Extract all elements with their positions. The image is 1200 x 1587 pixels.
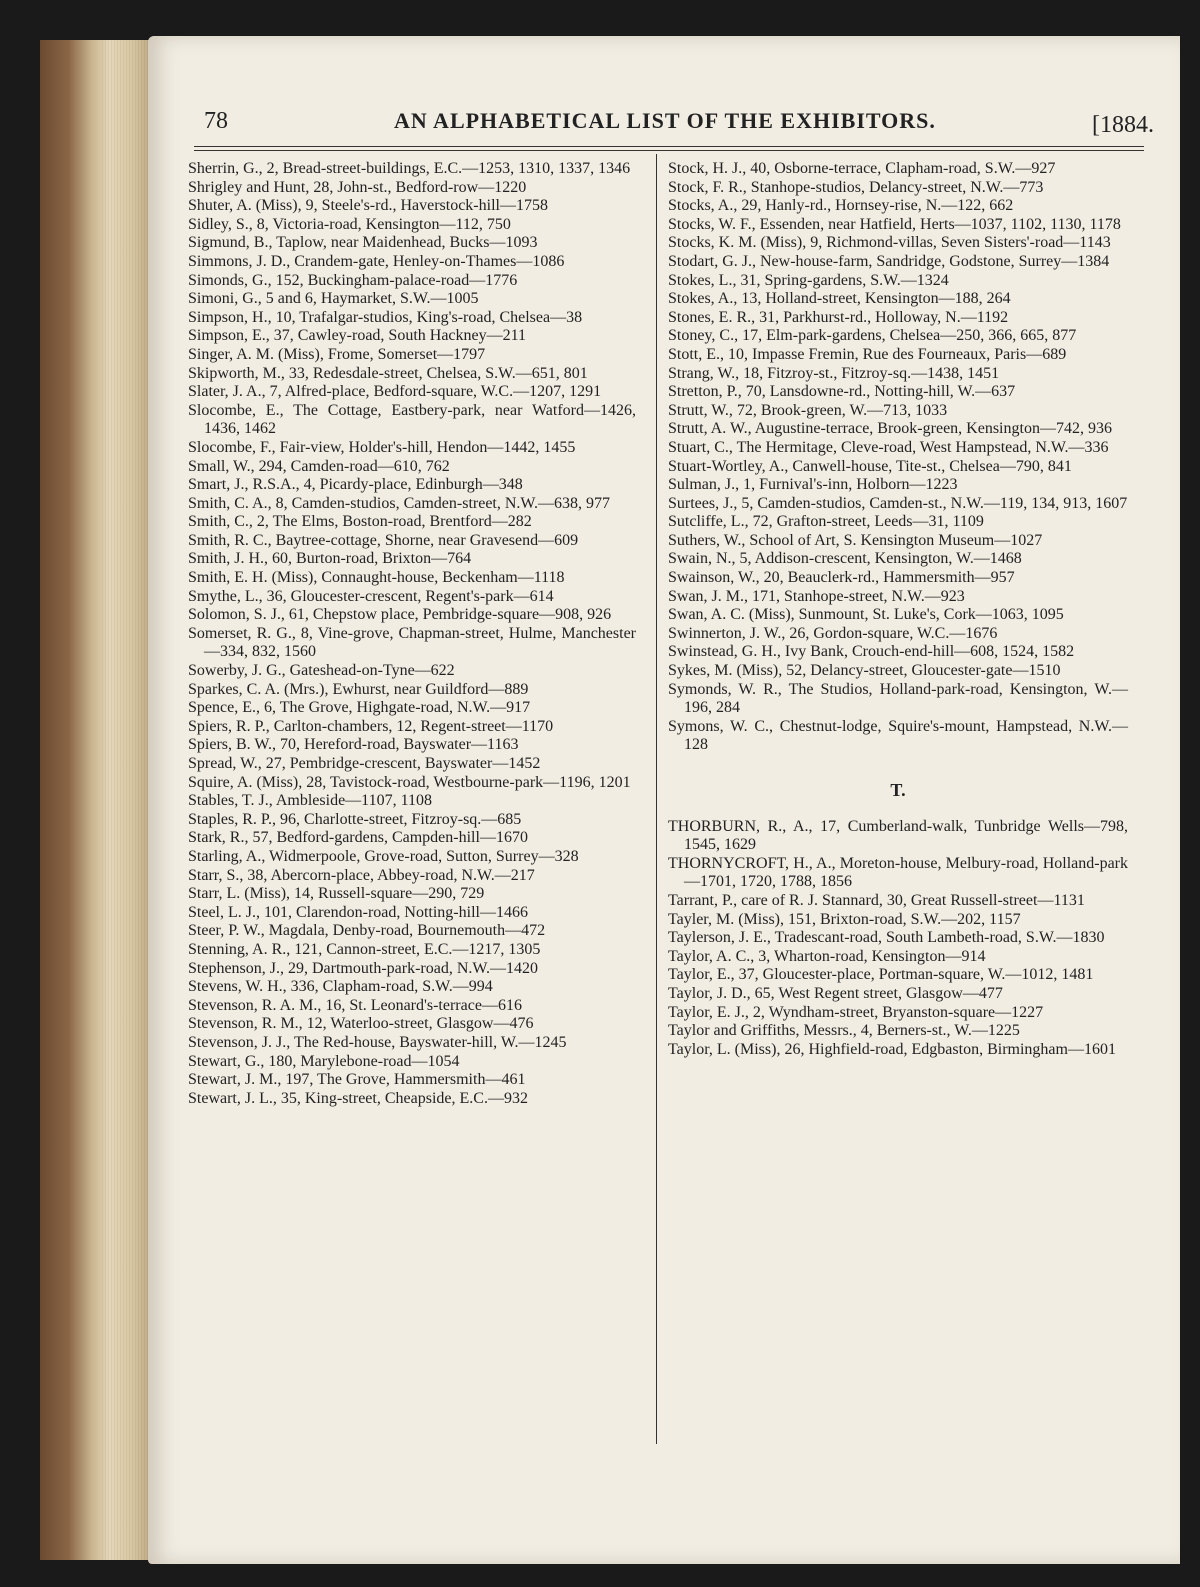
s-entries <box>668 160 1128 755</box>
exhibitor-entry: Stewart, J. M., 197, The Grove, Hammersmith—461 <box>188 1071 526 1089</box>
exhibitor-entry: Starling, A., Widmerpoole, Grove-road, Sutton, Surrey—328 <box>188 847 579 865</box>
exhibitor-entry: Slocombe, F., Fair-view, Holder's-hill, Hendon—1442, 1455 <box>188 438 576 456</box>
exhibitor-entry: Smart, J., R.S.A., 4, Picardy-place, Edinburgh—348 <box>188 476 523 494</box>
column-divider <box>656 154 657 1444</box>
exhibitor-entry: Spence, E., 6, The Grove, Highgate-road, N.W.—917 <box>188 699 531 717</box>
exhibitor-entry: Spiers, B. W., 70, Hereford-road, Bayswater—1163 <box>188 736 519 754</box>
header-rule-thin <box>194 150 1144 151</box>
exhibitor-entry: Symons, W. C., Chestnut-lodge, Squire's-mount, Hampstead, N.W.—128 <box>668 717 1128 754</box>
exhibitor-entry: Starr, S., 38, Abercorn-place, Abbey-road, N.W.—217 <box>188 866 535 884</box>
exhibitor-entry: Sherrin, G., 2, Bread-street-buildings, E.C.—1253, 1310, 1337, 1346 <box>188 160 631 177</box>
exhibitor-entry: Shrigley and Hunt, 28, John-st., Bedford-row—1220 <box>188 178 527 196</box>
exhibitor-entry: Steel, L. J., 101, Clarendon-road, Notting-hill—1466 <box>188 903 528 921</box>
page-number: 78 <box>204 108 228 134</box>
exhibitor-entry: Sidley, S., 8, Victoria-road, Kensington—112, 750 <box>188 215 511 233</box>
exhibitor-entry: Skipworth, M., 33, Redesdale-street, Chelsea, S.W.—651, 801 <box>188 364 588 382</box>
exhibitor-entry: Smith, E. H. (Miss), Connaught-house, Beckenham—1118 <box>188 569 565 587</box>
exhibitor-entry: Strutt, A. W., Augustine-terrace, Brook-green, Kensington—742, 936 <box>668 420 1112 438</box>
exhibitor-entry: Sykes, M. (Miss), 52, Delancy-street, Gloucester-gate—1510 <box>668 662 1061 680</box>
exhibitor-entry: Solomon, S. J., 61, Chepstow place, Pembridge-square—908, 926 <box>188 606 612 624</box>
exhibitor-entry: Stock, F. R., Stanhope-studios, Delancy-street, N.W.—773 <box>668 178 1044 196</box>
exhibitor-entry: Stables, T. J., Ambleside—1107, 1108 <box>188 792 432 810</box>
exhibitor-entry: Stokes, A., 13, Holland-street, Kensington—188, 264 <box>668 290 1011 308</box>
exhibitor-entry: Stephenson, J., 29, Dartmouth-park-road, N.W.—1420 <box>188 959 539 977</box>
t-entries <box>668 818 1128 1060</box>
exhibitor-entry: Stodart, G. J., New-house-farm, Sandridge, Godstone, Surrey—1384 <box>668 252 1110 270</box>
exhibitor-entry: Tarrant, P., care of R. J. Stannard, 30, Great Russell-street—1131 <box>668 891 1085 909</box>
exhibitor-entry: Sparkes, C. A. (Mrs.), Ewhurst, near Guildford—889 <box>188 680 529 698</box>
year-label: [1884. <box>1092 112 1154 138</box>
left-column <box>188 160 636 1108</box>
exhibitor-entry: Stretton, P., 70, Lansdowne-rd., Notting-hill, W.—637 <box>668 383 1016 401</box>
exhibitor-entry: THORNYCROFT, H., A., Moreton-house, Melbury-road, Holland-park—1701, 1720, 1788, 1856 <box>668 854 1128 891</box>
exhibitor-entry: Taylor, L. (Miss), 26, Highfield-road, Edgbaston, Birmingham—1601 <box>668 1040 1116 1058</box>
exhibitor-entry: Smith, J. H., 60, Burton-road, Brixton—764 <box>188 550 472 568</box>
exhibitor-entry: Shuter, A. (Miss), 9, Steele's-rd., Haverstock-hill—1758 <box>188 197 548 215</box>
exhibitor-entry: Stenning, A. R., 121, Cannon-street, E.C.—1217, 1305 <box>188 940 541 958</box>
exhibitor-entry: Smith, C., 2, The Elms, Boston-road, Brentford—282 <box>188 513 532 531</box>
exhibitor-entry: Simpson, H., 10, Trafalgar-studios, King's-road, Chelsea—38 <box>188 308 583 326</box>
exhibitor-entry: Simonds, G., 152, Buckingham-palace-road—1776 <box>188 271 518 289</box>
exhibitor-entry: Symonds, W. R., The Studios, Holland-park-road, Kensington, W.—196, 284 <box>668 680 1128 717</box>
exhibitor-entry: Stocks, K. M. (Miss), 9, Richmond-villas, Seven Sisters'-road—1143 <box>668 234 1111 252</box>
exhibitor-entry: Simoni, G., 5 and 6, Haymarket, S.W.—1005 <box>188 290 479 308</box>
exhibitor-entry: Stevenson, R. A. M., 16, St. Leonard's-terrace—616 <box>188 996 522 1014</box>
exhibitor-entry: Stoney, C., 17, Elm-park-gardens, Chelsea—250, 366, 665, 877 <box>668 327 1077 345</box>
exhibitor-entry: Stevens, W. H., 336, Clapham-road, S.W.—994 <box>188 978 493 996</box>
exhibitor-entry: Starr, L. (Miss), 14, Russell-square—290, 729 <box>188 885 485 903</box>
exhibitor-entry: Smythe, L., 36, Gloucester-crescent, Regent's-park—614 <box>188 587 554 605</box>
exhibitor-entry: Stock, H. J., 40, Osborne-terrace, Clapham-road, S.W.—927 <box>668 160 1056 177</box>
exhibitor-entry: Taylerson, J. E., Tradescant-road, South Lambeth-road, S.W.—1830 <box>668 929 1105 947</box>
exhibitor-entry: Taylor, E. J., 2, Wyndham-street, Bryanston-square—1227 <box>668 1003 1044 1021</box>
exhibitor-entry: Simpson, E., 37, Cawley-road, South Hackney—211 <box>188 327 527 345</box>
right-column <box>668 160 1128 1059</box>
exhibitor-entry: Slater, J. A., 7, Alfred-place, Bedford-square, W.C.—1207, 1291 <box>188 383 602 401</box>
exhibitor-entry: Swan, J. M., 171, Stanhope-street, N.W.—923 <box>668 587 965 605</box>
exhibitor-entry: Strang, W., 18, Fitzroy-st., Fitzroy-sq.—1438, 1451 <box>668 364 1000 382</box>
exhibitor-entry: THORBURN, R., A., 17, Cumberland-walk, Tunbridge Wells—798, 1545, 1629 <box>668 817 1128 854</box>
exhibitor-entry: Stokes, L., 31, Spring-gardens, S.W.—1324 <box>668 271 949 289</box>
exhibitor-entry: Swain, N., 5, Addison-crescent, Kensington, W.—1468 <box>668 550 1022 568</box>
exhibitor-entry: Slocombe, E., The Cottage, Eastbery-park, near Watford—1426, 1436, 1462 <box>188 401 636 438</box>
exhibitor-entry: Simmons, J. D., Crandem-gate, Henley-on-Thames—1086 <box>188 252 565 270</box>
book-page <box>148 36 1180 1564</box>
exhibitor-entry: Taylor, J. D., 65, West Regent street, Glasgow—477 <box>668 984 1003 1002</box>
exhibitor-entry: Sigmund, B., Taplow, near Maidenhead, Bucks—1093 <box>188 234 538 252</box>
exhibitor-entry: Stark, R., 57, Bedford-gardens, Campden-hill—1670 <box>188 829 528 847</box>
exhibitor-entry: Sowerby, J. G., Gateshead-on-Tyne—622 <box>188 662 455 680</box>
exhibitor-entry: Squire, A. (Miss), 28, Tavistock-road, Westbourne-park—1196, 1201 <box>188 773 631 791</box>
exhibitor-entry: Taylor, A. C., 3, Wharton-road, Kensington—914 <box>668 947 986 965</box>
exhibitor-entry: Staples, R. P., 96, Charlotte-street, Fitzroy-sq.—685 <box>188 810 522 828</box>
exhibitor-entry: Smith, R. C., Baytree-cottage, Shorne, near Gravesend—609 <box>188 531 579 549</box>
exhibitor-entry: Suthers, W., School of Art, S. Kensington Museum—1027 <box>668 531 1043 549</box>
exhibitor-entry: Swinstead, G. H., Ivy Bank, Crouch-end-hill—608, 1524, 1582 <box>668 643 1075 661</box>
exhibitor-entry: Tayler, M. (Miss), 151, Brixton-road, S.W.—202, 1157 <box>668 910 1021 928</box>
exhibitor-entry: Stuart-Wortley, A., Canwell-house, Tite-st., Chelsea—790, 841 <box>668 457 1072 475</box>
page-header <box>204 108 1154 148</box>
exhibitor-entry: Swainson, W., 20, Beauclerk-rd., Hammersmith—957 <box>668 569 1015 587</box>
exhibitor-entry: Stott, E., 10, Impasse Fremin, Rue des Fourneaux, Paris—689 <box>668 345 1067 363</box>
exhibitor-entry: Taylor, E., 37, Gloucester-place, Portman-square, W.—1012, 1481 <box>668 966 1094 984</box>
exhibitor-entry: Stevenson, R. M., 12, Waterloo-street, Glasgow—476 <box>188 1015 534 1033</box>
section-letter-t: T. <box>890 780 906 800</box>
exhibitor-entry: Stewart, J. L., 35, King-street, Cheapside, E.C.—932 <box>188 1089 528 1107</box>
exhibitor-entry: Steer, P. W., Magdala, Denby-road, Bournemouth—472 <box>188 922 546 940</box>
exhibitor-entry: Singer, A. M. (Miss), Frome, Somerset—1797 <box>188 345 486 363</box>
exhibitor-entry: Somerset, R. G., 8, Vine-grove, Chapman-street, Hulme, Manchester—334, 832, 1560 <box>188 624 636 661</box>
exhibitor-entry: Stones, E. R., 31, Parkhurst-rd., Holloway, N.—1192 <box>668 308 1009 326</box>
exhibitor-entry: Sutcliffe, L., 72, Grafton-street, Leeds—31, 1109 <box>668 513 984 531</box>
exhibitor-entry: Stewart, G., 180, Marylebone-road—1054 <box>188 1052 460 1070</box>
exhibitor-entry: Stocks, A., 29, Hanly-rd., Hornsey-rise, N.—122, 662 <box>668 197 1014 215</box>
book-page-edges <box>40 40 155 1560</box>
exhibitor-entry: Surtees, J., 5, Camden-studios, Camden-st., N.W.—119, 134, 913, 1607 <box>668 494 1128 512</box>
running-title: AN ALPHABETICAL LIST OF THE EXHIBITORS. <box>394 108 936 133</box>
exhibitor-entry: Sulman, J., 1, Furnival's-inn, Holborn—1223 <box>668 476 958 494</box>
exhibitor-entry: Stocks, W. F., Essenden, near Hatfield, Herts—1037, 1102, 1130, 1178 <box>668 215 1121 233</box>
exhibitor-entry: Stuart, C., The Hermitage, Cleve-road, West Hampstead, N.W.—336 <box>668 438 1109 456</box>
exhibitor-entry: Smith, C. A., 8, Camden-studios, Camden-street, N.W.—638, 977 <box>188 494 611 512</box>
exhibitor-entry: Spread, W., 27, Pembridge-crescent, Bayswater—1452 <box>188 755 541 772</box>
exhibitor-entry: Small, W., 294, Camden-road—610, 762 <box>188 457 450 475</box>
exhibitor-entry: Stevenson, J. J., The Red-house, Bayswater-hill, W.—1245 <box>188 1033 567 1051</box>
exhibitor-entry: Taylor and Griffiths, Messrs., 4, Berners-st., W.—1225 <box>668 1022 1020 1040</box>
exhibitor-entry: Swan, A. C. (Miss), Sunmount, St. Luke's, Cork—1063, 1095 <box>668 606 1064 624</box>
exhibitor-entry: Spiers, R. P., Carlton-chambers, 12, Regent-street—1170 <box>188 717 554 735</box>
header-rule <box>194 146 1144 147</box>
exhibitor-entry: Swinnerton, J. W., 26, Gordon-square, W.C.—1676 <box>668 624 998 642</box>
exhibitor-entry: Strutt, W., 72, Brook-green, W.—713, 1033 <box>668 401 948 419</box>
